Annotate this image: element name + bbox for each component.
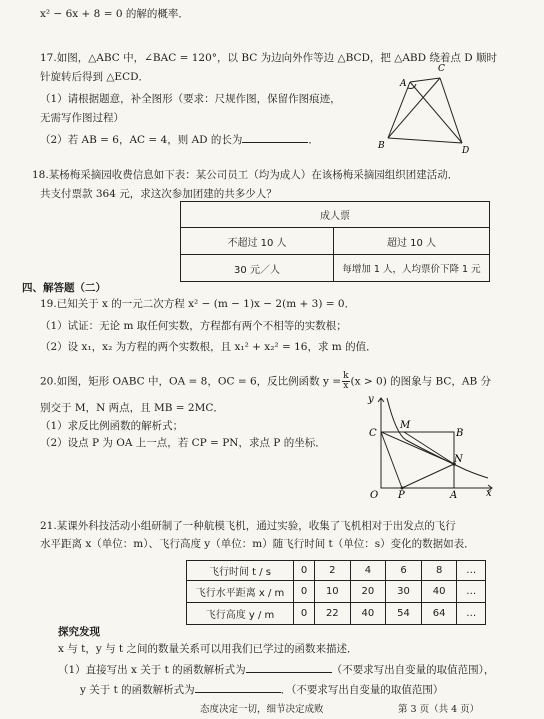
footer-page-number: 第 3 页（共 4 页）	[398, 704, 480, 715]
q21-cell: 6	[386, 561, 422, 581]
fig17-label-C: C	[438, 64, 445, 74]
q19-part1: （1）试证：无论 m 取任何实数，方程都有两个不相等的实数根；	[40, 320, 347, 332]
fig20-label-C: C	[369, 428, 377, 439]
q20-frac-num: k	[343, 371, 349, 381]
q17-stem-line1: 17.如图，△ABC 中，∠BAC = 120°，以 BC 为边向外作等边 △BCD，把 △ABD 绕着点 D 顺时	[40, 52, 497, 64]
q21-row-label: 飞行水平距离 x / m	[187, 581, 294, 603]
q18-stem-line1: 18.某杨梅采摘园收费信息如下表：某公司员工（均为成人）在该杨梅采摘园组织团建活动．	[32, 169, 459, 181]
q21-cell: 30	[386, 581, 422, 603]
fig20-label-A: A	[450, 490, 458, 501]
q19-stem: 19.已知关于 x 的一元二次方程 x² − (m − 1)x − 2(m + 3) = 0．	[40, 298, 356, 310]
q17-stem-line2: 针旋转后得到 △ECD．	[40, 71, 150, 83]
q17-part2-end: ．	[308, 134, 319, 146]
q21-row-label: 飞行高度 y / m	[187, 603, 294, 625]
q21-cell: 22	[315, 603, 351, 625]
q17-part2-text: （2）若 AB = 6，AC = 4，则 AD 的长为	[40, 134, 243, 146]
q21-row-height	[187, 603, 486, 625]
fig17-label-A: A	[400, 79, 407, 89]
q16-tail-text: x² − 6x + 8 = 0 的解的概率．	[40, 8, 189, 20]
q19-part2: （2）设 x₁，x₂ 为方程的两个实数根，且 x₁² + x₂² = 16，求 m 的值．	[40, 341, 377, 353]
fig20-label-B: B	[456, 428, 464, 439]
q17-answer-blank	[242, 142, 308, 143]
q21-part1	[58, 664, 494, 677]
q21-part1-a: （1）直接写出 x 关于 t 的函数解析式为	[58, 664, 246, 676]
q18-price-table	[180, 201, 490, 282]
q17-part2	[40, 134, 319, 147]
q17-triangle-figure	[378, 64, 470, 156]
q17-part1-line1: （1）请根据题意，补全图形（要求：尺规作图，保留作图痕迹，	[40, 93, 341, 105]
fig17-label-B: B	[378, 141, 385, 151]
q21-stem-line2: 水平距离 x（单位：m）、飞行高度 y（单位：m）随飞行时间 t（单位：s）变化的数据如表．	[40, 538, 475, 550]
q18-table-header: 成人票	[181, 202, 490, 228]
q18-table-val2: 每增加 1 人，人均票价下降 1 元	[334, 255, 490, 282]
q21-cell: 0	[294, 581, 315, 603]
q21-part2-a: y 关于 t 的函数解析式为	[80, 684, 195, 696]
fig17-label-D: D	[462, 146, 470, 156]
q21-cell: 54	[386, 603, 422, 625]
q20-frac-den: x	[343, 381, 349, 391]
q21-part2-b: ．（不要求写出自变量的取值范围）	[280, 684, 444, 696]
q21-stem-line1: 21.某课外科技活动小组研制了一种航模飞机，通过实验，收集了飞机相对于出发点的飞行	[40, 520, 456, 532]
q20-stem-line1	[40, 372, 491, 391]
q20-part1: （1）求反比例函数的解析式；	[40, 420, 184, 432]
q18-stem-line2: 共支付票款 364 元，求这次参加团建的共多少人？	[40, 188, 277, 200]
q21-cell: 20	[350, 581, 386, 603]
q20-stem-line1-a: 20.如图，矩形 OABC 中，OA = 8，OC = 6，反比例函数 y =	[40, 375, 342, 388]
q21-part2	[80, 684, 443, 697]
q21-cell: …	[457, 561, 486, 581]
q21-cell: 40	[350, 603, 386, 625]
fig20-label-N: N	[454, 454, 463, 465]
q18-table-col2: 超过 10 人	[334, 228, 490, 255]
q21-row-label: 飞行时间 t / s	[187, 561, 294, 581]
q18-table-col1: 不超过 10 人	[181, 228, 334, 255]
q21-x-answer-blank	[246, 672, 332, 673]
q21-cell: …	[457, 581, 486, 603]
q21-cell: 8	[421, 561, 457, 581]
q21-y-answer-blank	[195, 692, 281, 693]
fig20-label-P: P	[398, 490, 405, 501]
q20-stem-line1-b: (x > 0) 的图象与 BC，AB 分	[350, 375, 492, 388]
q20-fraction	[342, 372, 349, 391]
q21-data-table	[186, 560, 486, 625]
q21-part1-b: （不要求写出自变量的取值范围），	[331, 664, 495, 676]
q17-part1-line2: 无需写作图过程）	[40, 112, 124, 124]
footer-motto: 态度决定一切，细节决定成败	[200, 704, 324, 715]
q21-cell: 40	[421, 581, 457, 603]
q20-rectangle-figure	[366, 392, 498, 500]
q21-cell: 2	[315, 561, 351, 581]
q21-cell: 10	[315, 581, 351, 603]
q21-explore-line: x 与 t，y 与 t 之间的数量关系可以用我们已学过的函数来描述．	[58, 643, 358, 655]
q21-cell: 4	[350, 561, 386, 581]
q21-cell: 0	[294, 561, 315, 581]
q21-row-distance	[187, 581, 486, 603]
q18-table-val1: 30 元／人	[181, 255, 334, 282]
q20-part2: （2）设点 P 为 OA 上一点，若 CP = PN，求点 P 的坐标．	[40, 437, 326, 449]
q21-cell: 0	[294, 603, 315, 625]
q21-row-time	[187, 561, 486, 581]
q21-explore-heading: 探究发现	[58, 626, 100, 638]
fig20-label-M: M	[400, 420, 411, 431]
q21-cell: 64	[421, 603, 457, 625]
q21-cell: …	[457, 603, 486, 625]
fig20-label-x: x	[486, 488, 492, 499]
fig20-label-y: y	[368, 394, 374, 405]
fig20-label-O: O	[370, 490, 379, 501]
q20-stem-line2: 别交于 M，N 两点，且 MB = 2MC．	[40, 402, 224, 414]
section-4-heading: 四、解答题（二）	[22, 282, 106, 294]
